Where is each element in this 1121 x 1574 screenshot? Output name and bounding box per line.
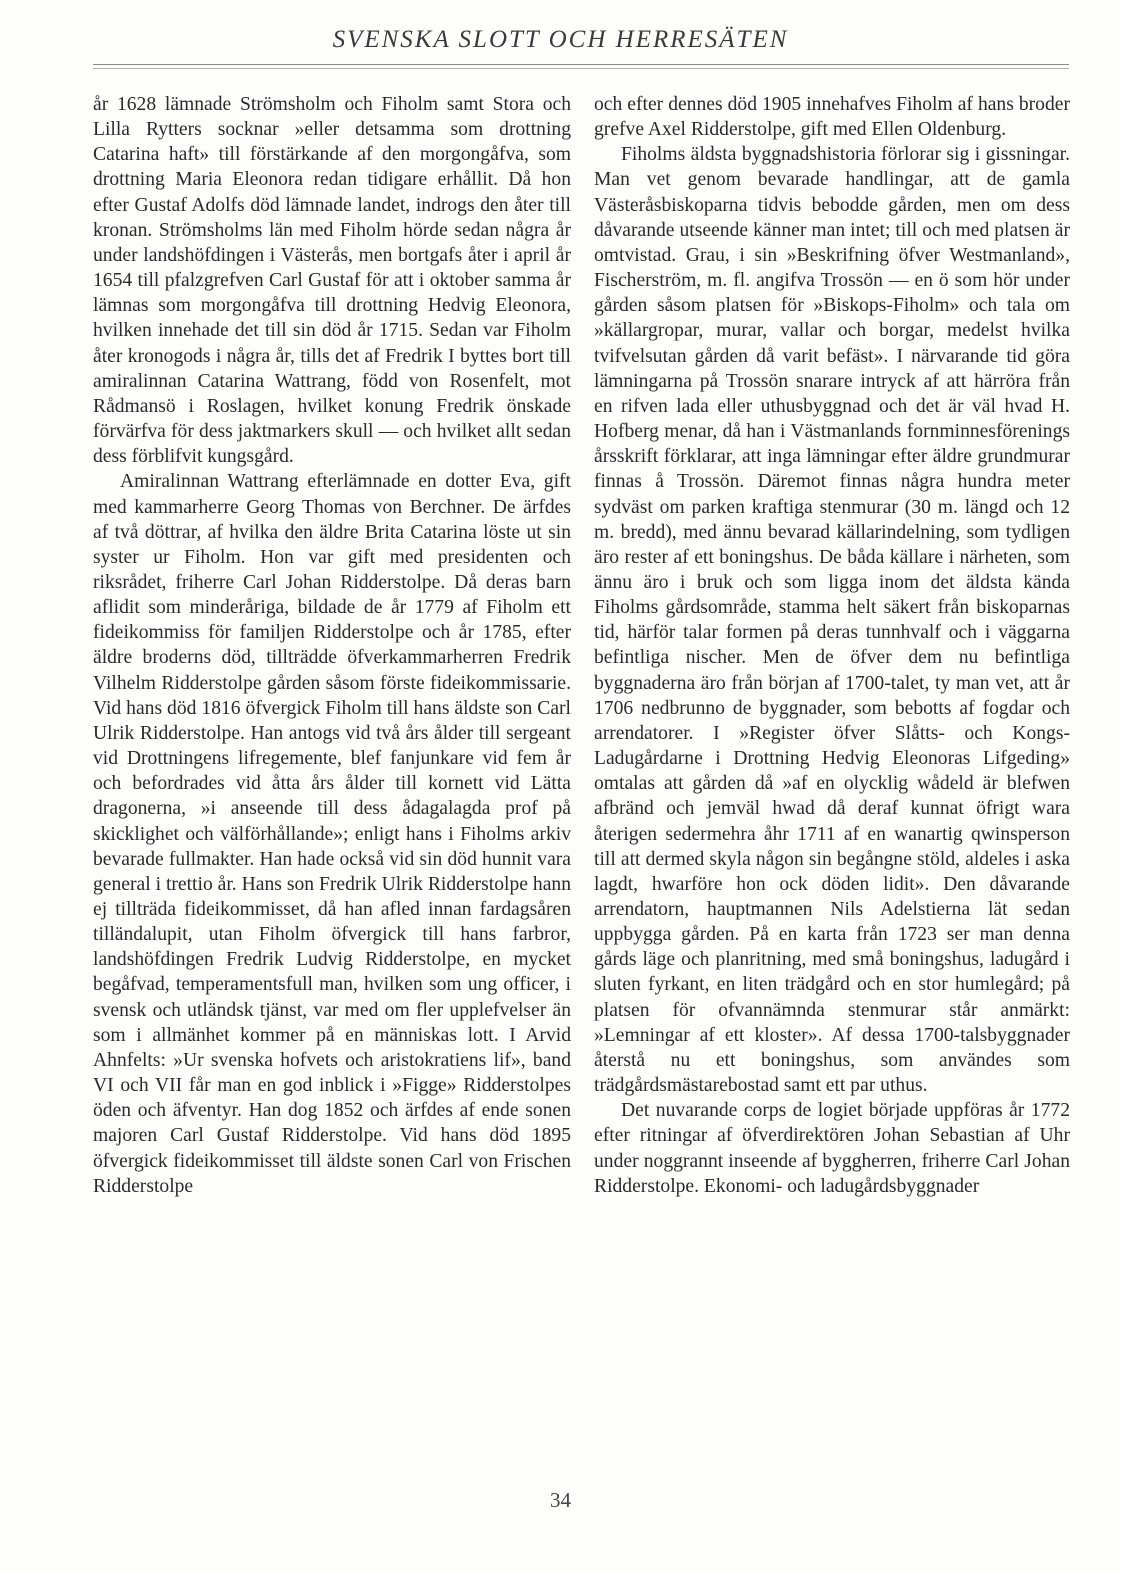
- right-column: [594, 92, 1070, 1199]
- header-rule-bottom: [93, 68, 1069, 69]
- running-head: SVENSKA SLOTT OCH HERRESÄTEN: [332, 26, 789, 53]
- right-paragraph-1: och efter dennes död 1905 innehafves Fiholm af hans broder grefve Axel Ridderstolpe, gift med Ellen Oldenburg.: [594, 94, 1070, 141]
- right-paragraph-2: Fiholms äldsta byggnadshistoria förlorar sig i gissningar. Man vet genom bevarade handlingar, att de gamla Västeråsbiskoparna tidvis bebodde gården, men om dess dåvarande utseende känner man intet; till och med platsen är omtvistad. Grau, i sin »Beskrifning öfver Westmanland», Fischerström, m. fl. angifva Trossön — en ö som hör under gården såsom platsen för »Biskops-Fiholm» och tala om »källargropar, murar, vallar och borgar, medelst hvilka tvifvelsutan gården då varit befäst». I närvarande tid göra lämningarna på Trossön snarare intryck af att härröra från en rifven lada eller uthusbyggnad och det är väl hvad H. Hofberg menar, då han i Västmanlands fornminnesförenings årsskrift förklarar, att inga lämningar efter äldre grundmurar finnas å Trossön. Däremot finnas några hundra meter sydväst om parken kraftiga stenmurar (30 m. längd och 12 m. bredd), med ännu bevarad källarindelning, som tydligen äro rester af ett boningshus. De båda källare i närheten, som ännu äro i bruk och som ligga inom det äldsta kända Fiholms gårdsområde, stamma helt säkert från biskoparnas tid, härför talar formen på deras tunnhvalf och i väggarna befintliga nischer. Men de öfver dem nu befintliga byggnaderna äro från början af 1700-talet, ty man vet, att år 1706 nedbrunno de byggnader, som bebotts af fogdar och arrendatorer. I »Register öfver Slåtts- och Kongs-Ladugårdarne i Drottning Hedvig Eleonoras Lifgeding» omtalas att gården då »af en olycklig wådeld är blefwen afbränd och jemväl hwad då deraf kunnat öfrigt wara återigen sedermehra åhr 1711 af en wanartig qwinsperson till att dermed skyla någon sin begångne stöld, aldeles i aska lagdt, hwarföre hon ock döden lidit». Den dåvarande arrendatorn, hauptmannen Nils Adelstierna lät sedan uppbygga gården. På en karta från 1723 ser man denna gårds läge och planritning, med små boningshus, ladugård i sluten fyrkant, en liten trädgård och en stor humlegård; på platsen för ofvannämnda stenmurar står anmärkt: »Lemningar af ett kloster». Af dessa 1700-talsbyggnader återstå nu ett boningshus, som användes som trädgårdsmästarebostad samt ett par uthus.: [594, 144, 1070, 1097]
- header-rule-top: [93, 64, 1069, 65]
- left-paragraph-2: Amiralinnan Wattrang efterlämnade en dotter Eva, gift med kammarherre Georg Thomas von Berchner. De ärfdes af två döttrar, af hvilka den äldre Brita Catarina löste ut sin syster ur Fiholm. Hon var gift med presidenten och riksrådet, friherre Carl Johan Ridderstolpe. Då deras barn aflidit som minderåriga, bildade de år 1779 af Fiholm ett fideikommiss för familjen Ridderstolpe och år 1785, efter äldre broderns död, tillträdde öfverkammarherren Fredrik Vilhelm Ridderstolpe gården såsom förste fideikommissarie. Vid hans död 1816 öfvergick Fiholm till hans äldste son Carl Ulrik Ridderstolpe. Han antogs vid två års ålder till sergeant vid Drottningens lifregemente, blef fanjunkare vid fem år och befordrades vid åtta års ålder till kornett vid Lätta dragonerna, »i anseende till dess ådagalagda prof på skicklighet och välförhållande»; enligt hans i Fiholms arkiv bevarade fullmakter. Han hade också vid sin död hunnit vara general i trettio år. Hans son Fredrik Ulrik Ridderstolpe hann ej tillträda fideikommisset, då han afled innan fardagsåren tilländalupit, utan Fiholm öfvergick till hans farbror, landshöfdingen Fredrik Ludvig Ridderstolpe, en mycket begåfvad, temperamentsfull man, hvilken som ung officer, i svensk och utländsk tjänst, var med om fler upplefvelser än som i allmänhet kommer på en människas lott. I Arvid Ahnfelts: »Ur svenska hofvets och aristokratiens lif», band VI och VII får man en god inblick i »Figge» Ridderstolpes öden och äfventyr. Han dog 1852 och ärfdes af ende sonen majoren Carl Gustaf Ridderstolpe. Vid hans död 1895 öfvergick fideikommisset till äldste sonen Carl von Frischen Ridderstolpe: [93, 471, 571, 1197]
- right-paragraph-3: Det nuvarande corps de logiet började uppföras år 1772 efter ritningar af öfverdirektören Johan Sebastian af Uhr under noggrannt inseende af byggherren, friherre Carl Johan Ridderstolpe. Ekonomi- och ladugårdsbyggnader: [594, 1100, 1070, 1197]
- left-column: [93, 92, 571, 1199]
- page-number: 34: [550, 1488, 571, 1512]
- left-paragraph-1: år 1628 lämnade Strömsholm och Fiholm samt Stora och Lilla Rytters socknar »eller detsamma som drottning Catarina haft» till förstärkande af den morgongåfva, som drottning Maria Eleonora redan tidigare erhållit. Då hon efter Gustaf Adolfs död lämnade landet, indrogs den åter till kronan. Strömsholms län med Fiholm hörde sedan några år under landshöfdingen i Västerås, men bortgafs åter i april år 1654 till pfalzgrefven Carl Gustaf för att i oktober samma år lämnas som morgongåfva till drottning Hedvig Eleonora, hvilken innehade det till sin död år 1715. Sedan var Fiholm åter kronogods i några år, tills det af Fredrik I byttes bort till amiralinnan Catarina Wattrang, född von Rosenfelt, mot Rådmansö i Roslagen, hvilket konung Fredrik önskade förvärfva för dess jaktmarkers skull — och hvilket allt sedan dess förblifvit kungsgård.: [93, 94, 571, 468]
